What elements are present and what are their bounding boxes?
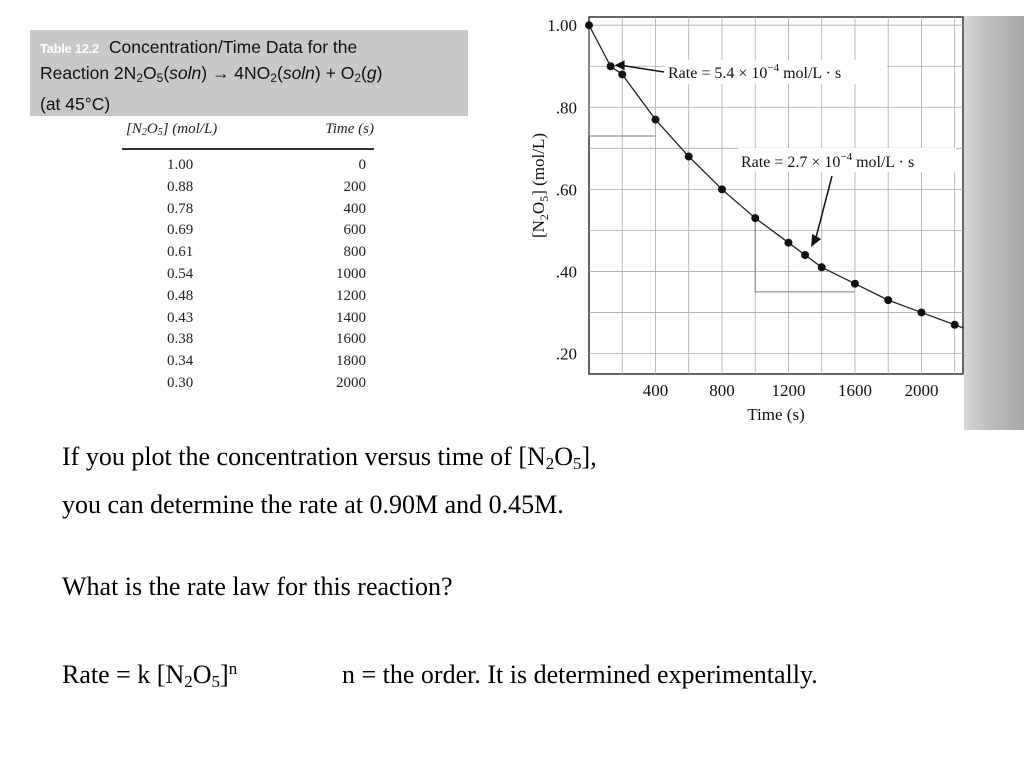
data-point — [917, 308, 925, 316]
y-tick-label: .80 — [555, 98, 577, 118]
table-cell-concentration: 0.34 — [167, 353, 194, 370]
table-cell-concentration: 0.38 — [167, 331, 194, 348]
order-explanation: n = the order. It is determined experimentally. — [342, 660, 818, 689]
x-tick-label: 1600 — [837, 381, 872, 400]
data-point — [618, 70, 626, 78]
slide-text — [62, 436, 1002, 702]
rate-law-equation: Rate = k $[N_2O_5]^n$ — [62, 659, 238, 691]
table-cell-concentration: 1.00 — [167, 157, 194, 173]
table-title-line1: Concentration/Time Data for the — [108, 37, 358, 57]
y-tick-label: .20 — [555, 344, 577, 364]
x-tick-label: 1200 — [771, 381, 806, 400]
table-cell-time: 200 — [343, 178, 366, 195]
table-cell-time: 2000 — [336, 374, 366, 391]
data-point — [651, 116, 659, 124]
x-tick-label: 2000 — [904, 381, 939, 400]
table-cell-concentration: 0.54 — [167, 265, 194, 282]
rate-annotation-1: Rate = $5.4 \times 10^{-4}$ mol/L · s — [668, 62, 842, 82]
table-cell-concentration: 0.88 — [167, 178, 194, 195]
data-point — [607, 62, 615, 70]
text-line-rate-law — [62, 648, 1002, 702]
data-point — [585, 21, 593, 29]
table-label: Table 12.2 — [40, 41, 99, 56]
y-axis-label: $[N_2O_5]$ (mol/L) — [529, 132, 551, 239]
table-cell-concentration: 0.30 — [167, 374, 194, 391]
data-point — [801, 251, 809, 259]
table-cell-concentration: 0.78 — [167, 200, 194, 217]
rate-annotation-2: Rate = $2.7 \times 10^{-4}$ mol/L · s — [741, 151, 915, 171]
table-cell-time: 1600 — [336, 331, 366, 348]
data-point — [784, 239, 792, 247]
table-cell-concentration: 0.69 — [167, 222, 194, 239]
table-cell-time: 800 — [343, 244, 366, 261]
table-cell-time: 1000 — [336, 265, 366, 282]
data-point — [851, 280, 859, 288]
x-tick-label: 400 — [642, 381, 669, 400]
table-cell-concentration: 0.61 — [167, 244, 194, 261]
data-point — [751, 214, 759, 222]
table-cell-time: 600 — [343, 222, 366, 239]
table-cell-time: 1400 — [336, 309, 366, 326]
table-cell-concentration: 0.48 — [167, 287, 194, 304]
table-cell-time: 400 — [343, 200, 366, 217]
table-title-line3: (at 45°C) — [40, 94, 111, 114]
y-tick-label: .40 — [555, 262, 577, 282]
x-axis-label: Time (s) — [747, 405, 805, 424]
table-title-line2: Reaction $2N_2O_5(soln) \to 4NO_2(soln) + O_2(g)$ — [40, 63, 383, 85]
table-cell-concentration: 0.43 — [167, 309, 194, 326]
table-cell-time: 1200 — [336, 287, 366, 304]
table-cell-time: 1800 — [336, 353, 366, 370]
y-tick-label: 1.00 — [547, 16, 577, 36]
column-header-concentration: $[N_2O_5]$ (mol/L) — [126, 121, 218, 138]
table-cell-time: 0 — [358, 157, 366, 173]
column-header-time: Time (s) — [325, 121, 374, 137]
data-point — [951, 321, 959, 329]
data-point — [685, 153, 693, 161]
text-line-1: If you plot the concentration versus time of $[N_2O_5]$, — [62, 442, 597, 473]
x-tick-label: 800 — [709, 381, 735, 400]
text-line-2: you can determine the rate at 0.90M and 0.45M. — [62, 490, 564, 519]
data-point — [884, 296, 892, 304]
text-line-question: What is the rate law for this reaction? — [62, 572, 453, 601]
data-point — [818, 263, 826, 271]
data-point — [718, 185, 726, 193]
y-tick-label: .60 — [555, 180, 577, 200]
